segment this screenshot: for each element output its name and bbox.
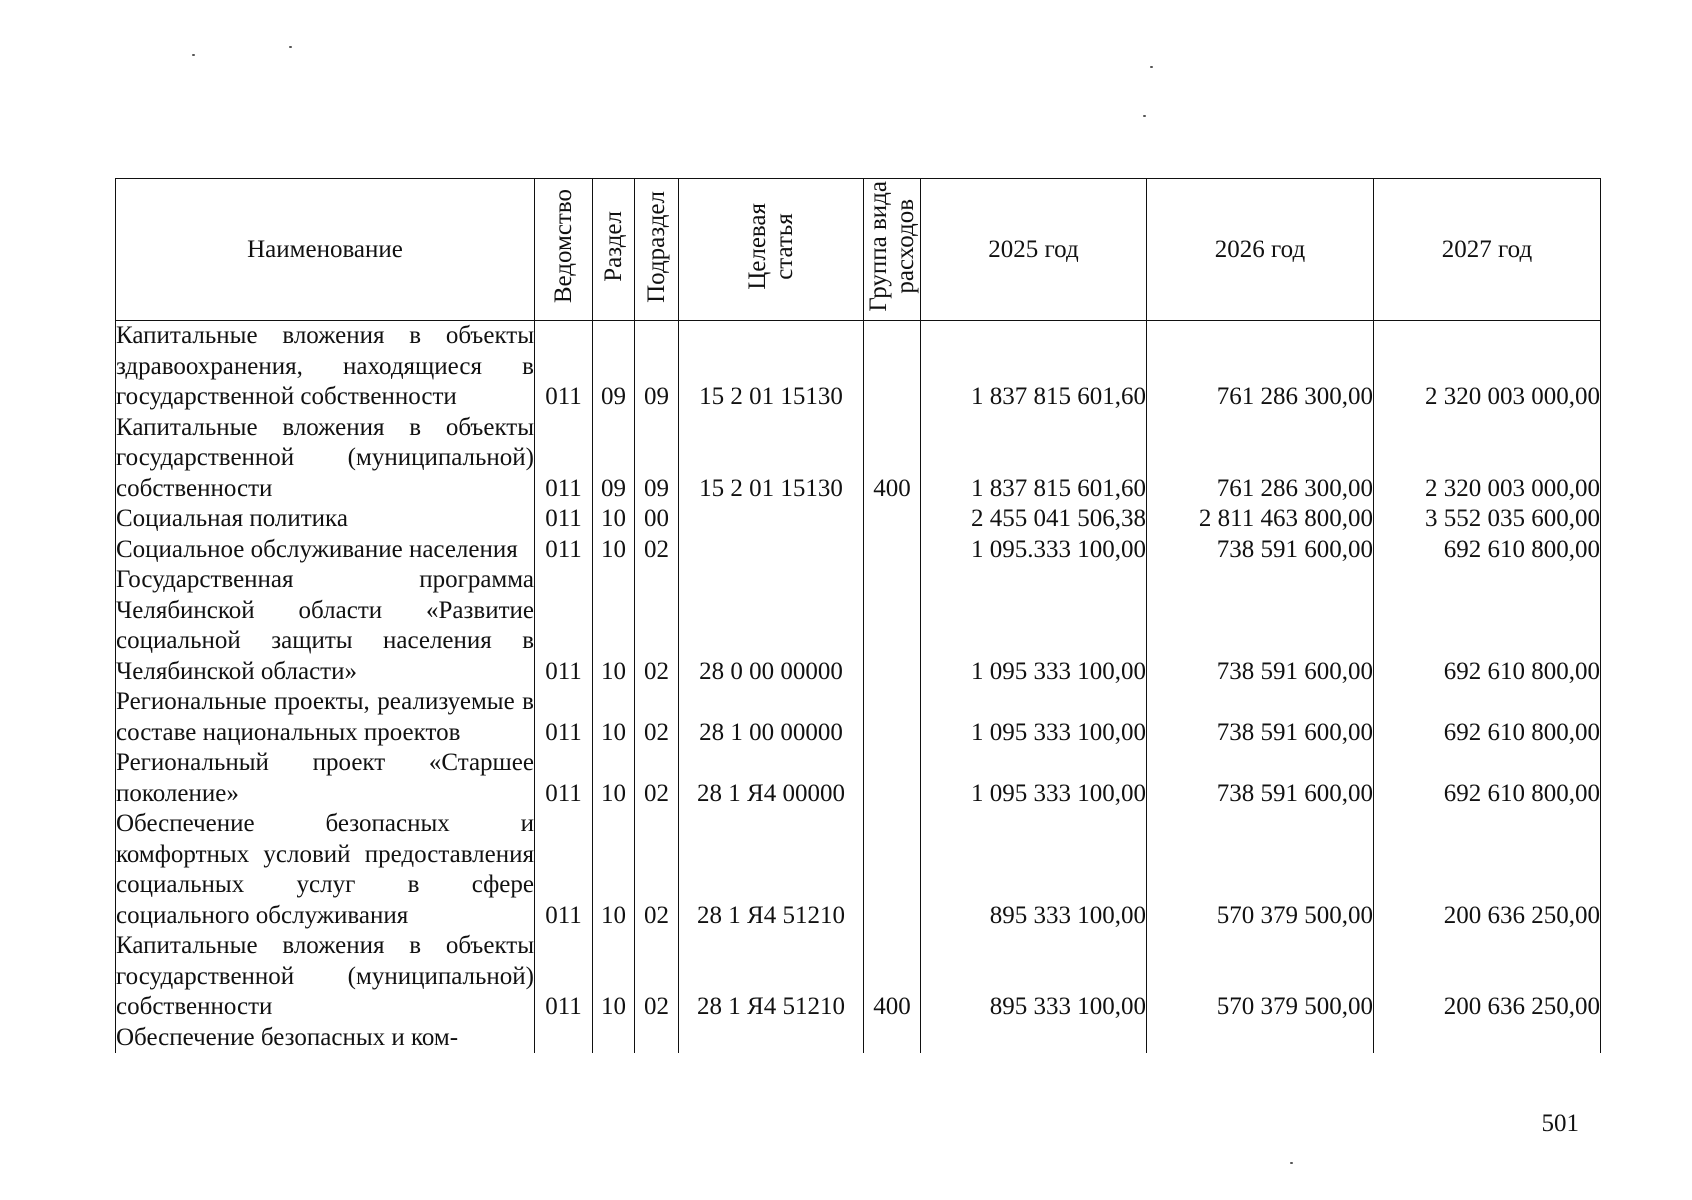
row-expense-group bbox=[864, 687, 921, 748]
row-amount-2027: 692 610 800,00 bbox=[1374, 687, 1601, 748]
table-row bbox=[116, 809, 1601, 931]
row-section: 10 bbox=[593, 535, 635, 566]
row-amount-2026: 2 811 463 800,00 bbox=[1147, 504, 1374, 535]
row-amount-2026: 761 286 300,00 bbox=[1147, 321, 1374, 413]
row-amount-2026: 738 591 600,00 bbox=[1147, 748, 1374, 809]
row-department: 011 bbox=[535, 504, 593, 535]
row-target-article bbox=[679, 535, 864, 566]
row-amount-2027: 2 320 003 000,00 bbox=[1374, 321, 1601, 413]
row-amount-2027: 3 552 035 600,00 bbox=[1374, 504, 1601, 535]
row-target-article: 15 2 01 15130 bbox=[679, 321, 864, 413]
table-row bbox=[116, 1023, 1601, 1054]
table-row bbox=[116, 687, 1601, 748]
row-subsection: 02 bbox=[635, 687, 679, 748]
row-subsection: 02 bbox=[635, 565, 679, 687]
header-year-2025: 2025 год bbox=[921, 179, 1147, 321]
header-section: Раздел bbox=[593, 179, 635, 321]
row-amount-2026: 570 379 500,00 bbox=[1147, 931, 1374, 1023]
scan-speck bbox=[1290, 1162, 1293, 1164]
row-name: Капитальные вложения в объекты государственной (муниципальной) собственности bbox=[116, 931, 535, 1023]
row-name: Социальное обслуживание населения bbox=[116, 535, 535, 566]
row-expense-group bbox=[864, 565, 921, 687]
row-expense-group: 400 bbox=[864, 931, 921, 1023]
row-section: 09 bbox=[593, 321, 635, 413]
row-target-article bbox=[679, 504, 864, 535]
row-section: 10 bbox=[593, 504, 635, 535]
row-department: 011 bbox=[535, 687, 593, 748]
budget-table bbox=[115, 178, 1601, 1053]
row-amount-2026: 738 591 600,00 bbox=[1147, 565, 1374, 687]
row-section: 10 bbox=[593, 748, 635, 809]
row-amount-2027: 200 636 250,00 bbox=[1374, 809, 1601, 931]
row-section: 10 bbox=[593, 687, 635, 748]
scan-speck bbox=[1150, 66, 1153, 68]
row-target-article: 28 1 Я4 51210 bbox=[679, 931, 864, 1023]
table-row bbox=[116, 565, 1601, 687]
row-department: 011 bbox=[535, 748, 593, 809]
row-target-article: 28 1 Я4 51210 bbox=[679, 809, 864, 931]
header-subsection: Подраздел bbox=[635, 179, 679, 321]
row-section bbox=[593, 1023, 635, 1054]
row-subsection: 00 bbox=[635, 504, 679, 535]
row-name: Обеспечение безопасных и ком- bbox=[116, 1023, 535, 1054]
row-target-article bbox=[679, 1023, 864, 1054]
row-amount-2025: 1 095 333 100,00 bbox=[921, 687, 1147, 748]
row-expense-group bbox=[864, 535, 921, 566]
scan-speck bbox=[289, 46, 292, 48]
page-number: 501 bbox=[1541, 1110, 1579, 1137]
row-amount-2025: 1 095 333 100,00 bbox=[921, 565, 1147, 687]
header-year-2026: 2026 год bbox=[1147, 179, 1374, 321]
row-name: Государственная программа Челябинской области «Развитие социальной защиты населения в Челябинской области» bbox=[116, 565, 535, 687]
row-section: 10 bbox=[593, 931, 635, 1023]
row-name: Региональные проекты, реализуемые в составе национальных проектов bbox=[116, 687, 535, 748]
row-department: 011 bbox=[535, 321, 593, 413]
row-amount-2026: 761 286 300,00 bbox=[1147, 413, 1374, 505]
row-target-article: 28 1 00 00000 bbox=[679, 687, 864, 748]
row-amount-2025: 895 333 100,00 bbox=[921, 809, 1147, 931]
row-name: Региональный проект «Старшее поколение» bbox=[116, 748, 535, 809]
row-amount-2026: 738 591 600,00 bbox=[1147, 535, 1374, 566]
header-department: Ведомство bbox=[535, 179, 593, 321]
row-expense-group bbox=[864, 1023, 921, 1054]
row-amount-2025: 895 333 100,00 bbox=[921, 931, 1147, 1023]
row-target-article: 15 2 01 15130 bbox=[679, 413, 864, 505]
row-amount-2025: 2 455 041 506,38 bbox=[921, 504, 1147, 535]
row-section: 10 bbox=[593, 565, 635, 687]
row-subsection: 02 bbox=[635, 809, 679, 931]
row-name: Обеспечение безопасных и комфортных условий предоставления социальных услуг в сфере социального обслуживания bbox=[116, 809, 535, 931]
header-expense-group: Группа вида расходов bbox=[864, 179, 921, 321]
row-subsection: 09 bbox=[635, 413, 679, 505]
row-department: 011 bbox=[535, 413, 593, 505]
row-section: 10 bbox=[593, 809, 635, 931]
header-year-2027: 2027 год bbox=[1374, 179, 1601, 321]
scan-speck bbox=[1143, 115, 1146, 117]
row-department: 011 bbox=[535, 565, 593, 687]
row-subsection: 09 bbox=[635, 321, 679, 413]
row-subsection: 02 bbox=[635, 748, 679, 809]
row-amount-2027: 692 610 800,00 bbox=[1374, 748, 1601, 809]
row-amount-2027: 200 636 250,00 bbox=[1374, 931, 1601, 1023]
row-name: Капитальные вложения в объекты здравоохранения, находящиеся в государственной собственности bbox=[116, 321, 535, 413]
row-target-article: 28 0 00 00000 bbox=[679, 565, 864, 687]
table-row bbox=[116, 504, 1601, 535]
row-expense-group bbox=[864, 748, 921, 809]
row-amount-2027: 692 610 800,00 bbox=[1374, 565, 1601, 687]
row-department: 011 bbox=[535, 931, 593, 1023]
table-header-row bbox=[116, 179, 1601, 321]
row-name: Капитальные вложения в объекты государственной (муниципальной) собственности bbox=[116, 413, 535, 505]
row-name: Социальная политика bbox=[116, 504, 535, 535]
row-section: 09 bbox=[593, 413, 635, 505]
header-name: Наименование bbox=[116, 179, 535, 321]
row-subsection: 02 bbox=[635, 931, 679, 1023]
row-amount-2026: 738 591 600,00 bbox=[1147, 687, 1374, 748]
row-subsection: 02 bbox=[635, 535, 679, 566]
row-amount-2026: 570 379 500,00 bbox=[1147, 809, 1374, 931]
row-expense-group: 400 bbox=[864, 413, 921, 505]
row-amount-2025 bbox=[921, 1023, 1147, 1054]
row-amount-2026 bbox=[1147, 1023, 1374, 1054]
row-subsection bbox=[635, 1023, 679, 1054]
table-row bbox=[116, 321, 1601, 413]
header-target-article: Целевая статья bbox=[679, 179, 864, 321]
row-department bbox=[535, 1023, 593, 1054]
row-amount-2027: 692 610 800,00 bbox=[1374, 535, 1601, 566]
scan-speck bbox=[192, 54, 195, 56]
row-amount-2025: 1 095.333 100,00 bbox=[921, 535, 1147, 566]
row-amount-2027 bbox=[1374, 1023, 1601, 1054]
table-row bbox=[116, 748, 1601, 809]
row-amount-2025: 1 837 815 601,60 bbox=[921, 321, 1147, 413]
row-expense-group bbox=[864, 809, 921, 931]
row-expense-group bbox=[864, 321, 921, 413]
row-amount-2025: 1 837 815 601,60 bbox=[921, 413, 1147, 505]
row-amount-2027: 2 320 003 000,00 bbox=[1374, 413, 1601, 505]
table-row bbox=[116, 413, 1601, 505]
table-row bbox=[116, 535, 1601, 566]
row-amount-2025: 1 095 333 100,00 bbox=[921, 748, 1147, 809]
row-target-article: 28 1 Я4 00000 bbox=[679, 748, 864, 809]
row-department: 011 bbox=[535, 535, 593, 566]
row-expense-group bbox=[864, 504, 921, 535]
row-department: 011 bbox=[535, 809, 593, 931]
table-row bbox=[116, 931, 1601, 1023]
